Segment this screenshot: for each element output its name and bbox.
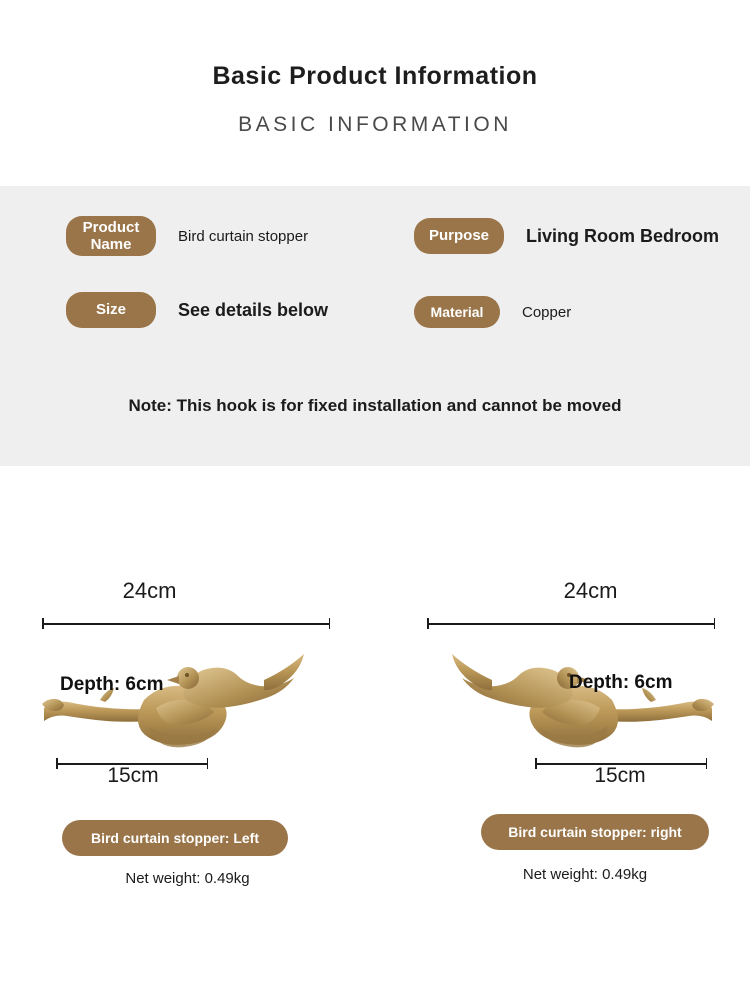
right-inner-width-label: 15cm	[594, 764, 646, 787]
product-name-value: Bird curtain stopper	[178, 227, 309, 245]
left-product-caption: Bird curtain stopper: Left	[62, 820, 288, 856]
page-title: Basic Product Information	[212, 62, 538, 90]
right-width-ruler-cap-start	[427, 618, 429, 629]
product-name-label	[66, 216, 156, 256]
left-width-ruler-cap-end	[329, 618, 331, 629]
info-row-purpose	[414, 218, 719, 254]
installation-note: Note: This hook is for fixed installation and cannot be moved	[128, 396, 622, 415]
right-width-ruler	[427, 618, 715, 629]
size-label: Size	[66, 292, 156, 328]
right-net-weight: Net weight: 0.49kg	[522, 866, 648, 883]
dimensions-section	[0, 466, 750, 886]
product-name-label-line2: Name	[90, 236, 132, 253]
product-image-right	[420, 630, 720, 765]
right-depth-label: Depth: 6cm	[569, 672, 673, 693]
product-name-label-line1: Product	[82, 218, 140, 236]
left-inner-width-label: 15cm	[107, 764, 159, 787]
left-net-weight: Net weight: 0.49kg	[125, 870, 250, 887]
right-inner-ruler-cap-start	[535, 758, 537, 769]
right-width-ruler-bar	[427, 623, 715, 625]
page-subtitle: BASIC INFORMATION	[238, 113, 512, 136]
size-value: See details below	[178, 299, 329, 320]
left-inner-ruler-cap-end	[207, 758, 209, 769]
dimension-block-right	[375, 578, 750, 908]
basic-information-panel	[0, 186, 750, 466]
dimension-block-left	[0, 578, 375, 908]
page-header	[0, 0, 750, 137]
right-product-caption: Bird curtain stopper: right	[481, 814, 709, 850]
right-width-ruler-cap-end	[714, 618, 716, 629]
left-width-ruler-cap-start	[42, 618, 44, 629]
info-row-product-name	[66, 216, 308, 256]
material-value: Copper	[522, 303, 572, 321]
left-width-ruler-bar	[42, 623, 330, 625]
left-width-ruler	[42, 618, 330, 629]
left-width-label: 24cm	[122, 578, 177, 603]
info-row-material	[414, 296, 571, 328]
purpose-label: Purpose	[414, 218, 504, 254]
left-depth-label: Depth: 6cm	[60, 674, 164, 695]
material-label: Material	[414, 296, 500, 328]
right-width-label: 24cm	[563, 578, 618, 603]
info-row-size	[66, 292, 328, 328]
info-grid	[0, 186, 750, 346]
right-inner-ruler-cap-end	[706, 758, 708, 769]
left-inner-ruler-cap-start	[56, 758, 58, 769]
product-image-left	[36, 630, 336, 765]
purpose-value: Living Room Bedroom	[526, 225, 719, 246]
